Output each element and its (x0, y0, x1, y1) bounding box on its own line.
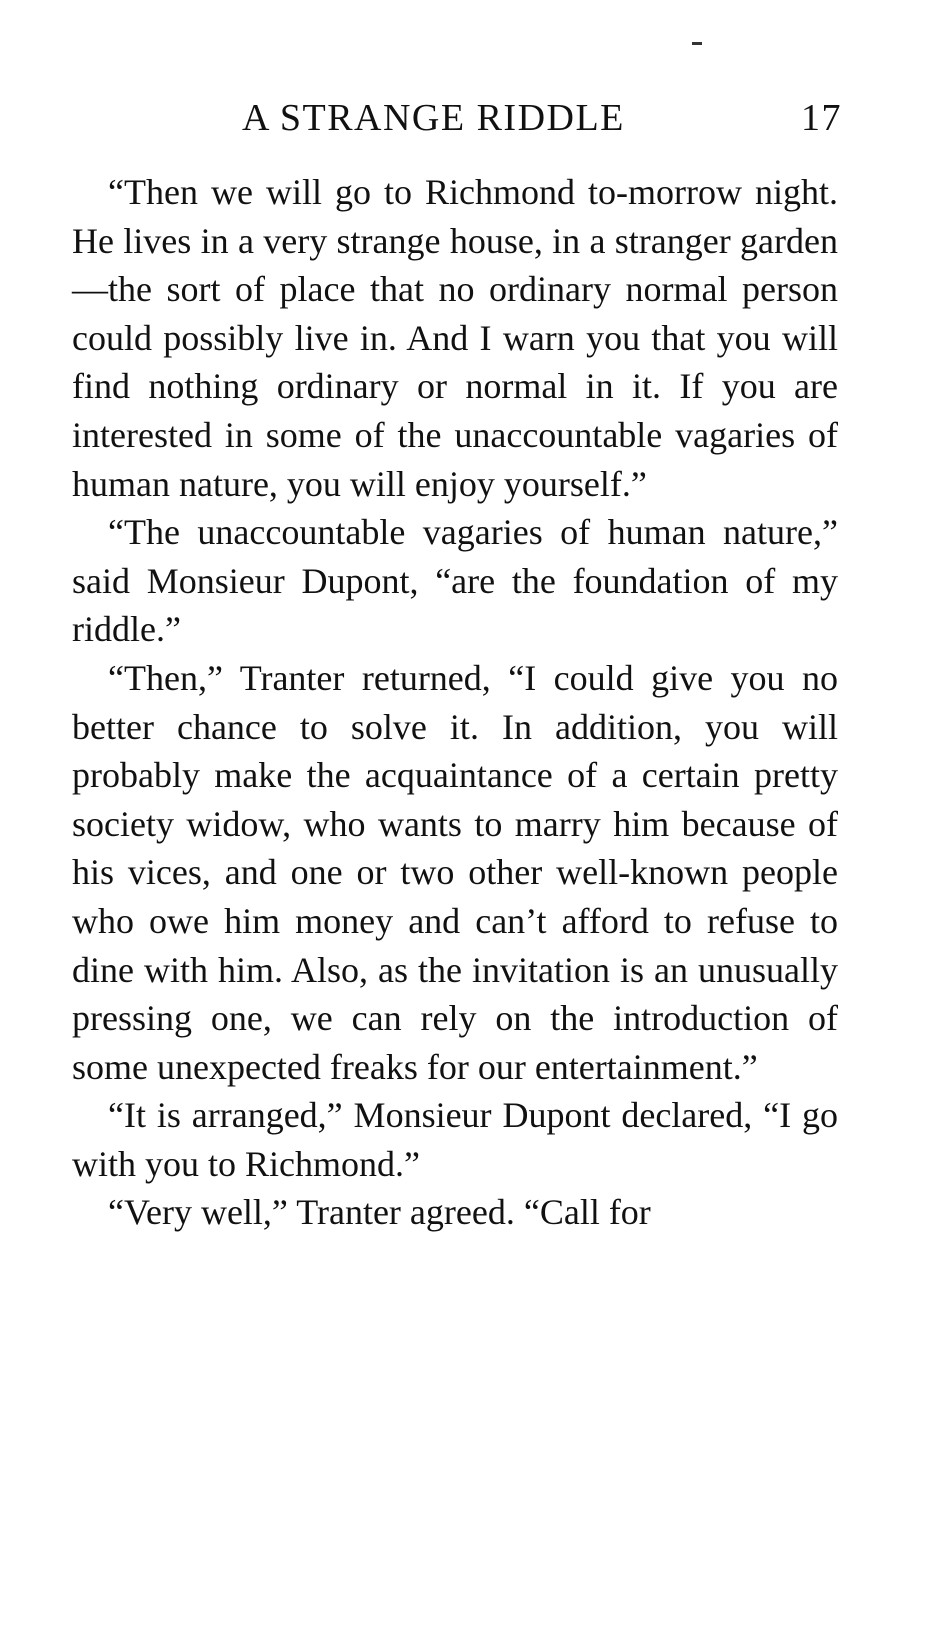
paragraph: “The unaccountable vagaries of human nature,” said Monsieur Dupont, “are the foundation of my riddle.” (72, 512, 838, 650)
running-title: A STRANGE RIDDLE (242, 97, 625, 139)
body-text (72, 168, 838, 1237)
paragraph: “It is arranged,” Monsieur Dupont declared, “I go with you to Richmond.” (72, 1095, 838, 1184)
paragraph: “Then we will go to Richmond to-morrow night. He lives in a very strange house, in a stranger garden—the sort of place that no ordinary normal person could possibly live in. And I warn you that you will find nothing ordinary or normal in it. If you are interested in some of the unaccountable vagaries of human nature, you will enjoy yourself.” (72, 172, 838, 504)
page-number: 17 (801, 97, 842, 139)
paragraph: “Very well,” Tranter agreed. “Call for (108, 1192, 651, 1233)
paragraph: “Then,” Tranter returned, “I could give you no better chance to solve it. In addition, you will probably make the acquaintance of a certain pretty society widow, who wants to marry him because of his vices, and one or two other well-known people who owe him money and can’t afford to refuse to dine with him. Also, as the invitation is an unusually pressing one, we can rely on the introduction of some unexpected freaks for our entertainment.” (72, 657, 838, 1087)
print-speck (692, 42, 702, 45)
running-head (72, 96, 842, 146)
